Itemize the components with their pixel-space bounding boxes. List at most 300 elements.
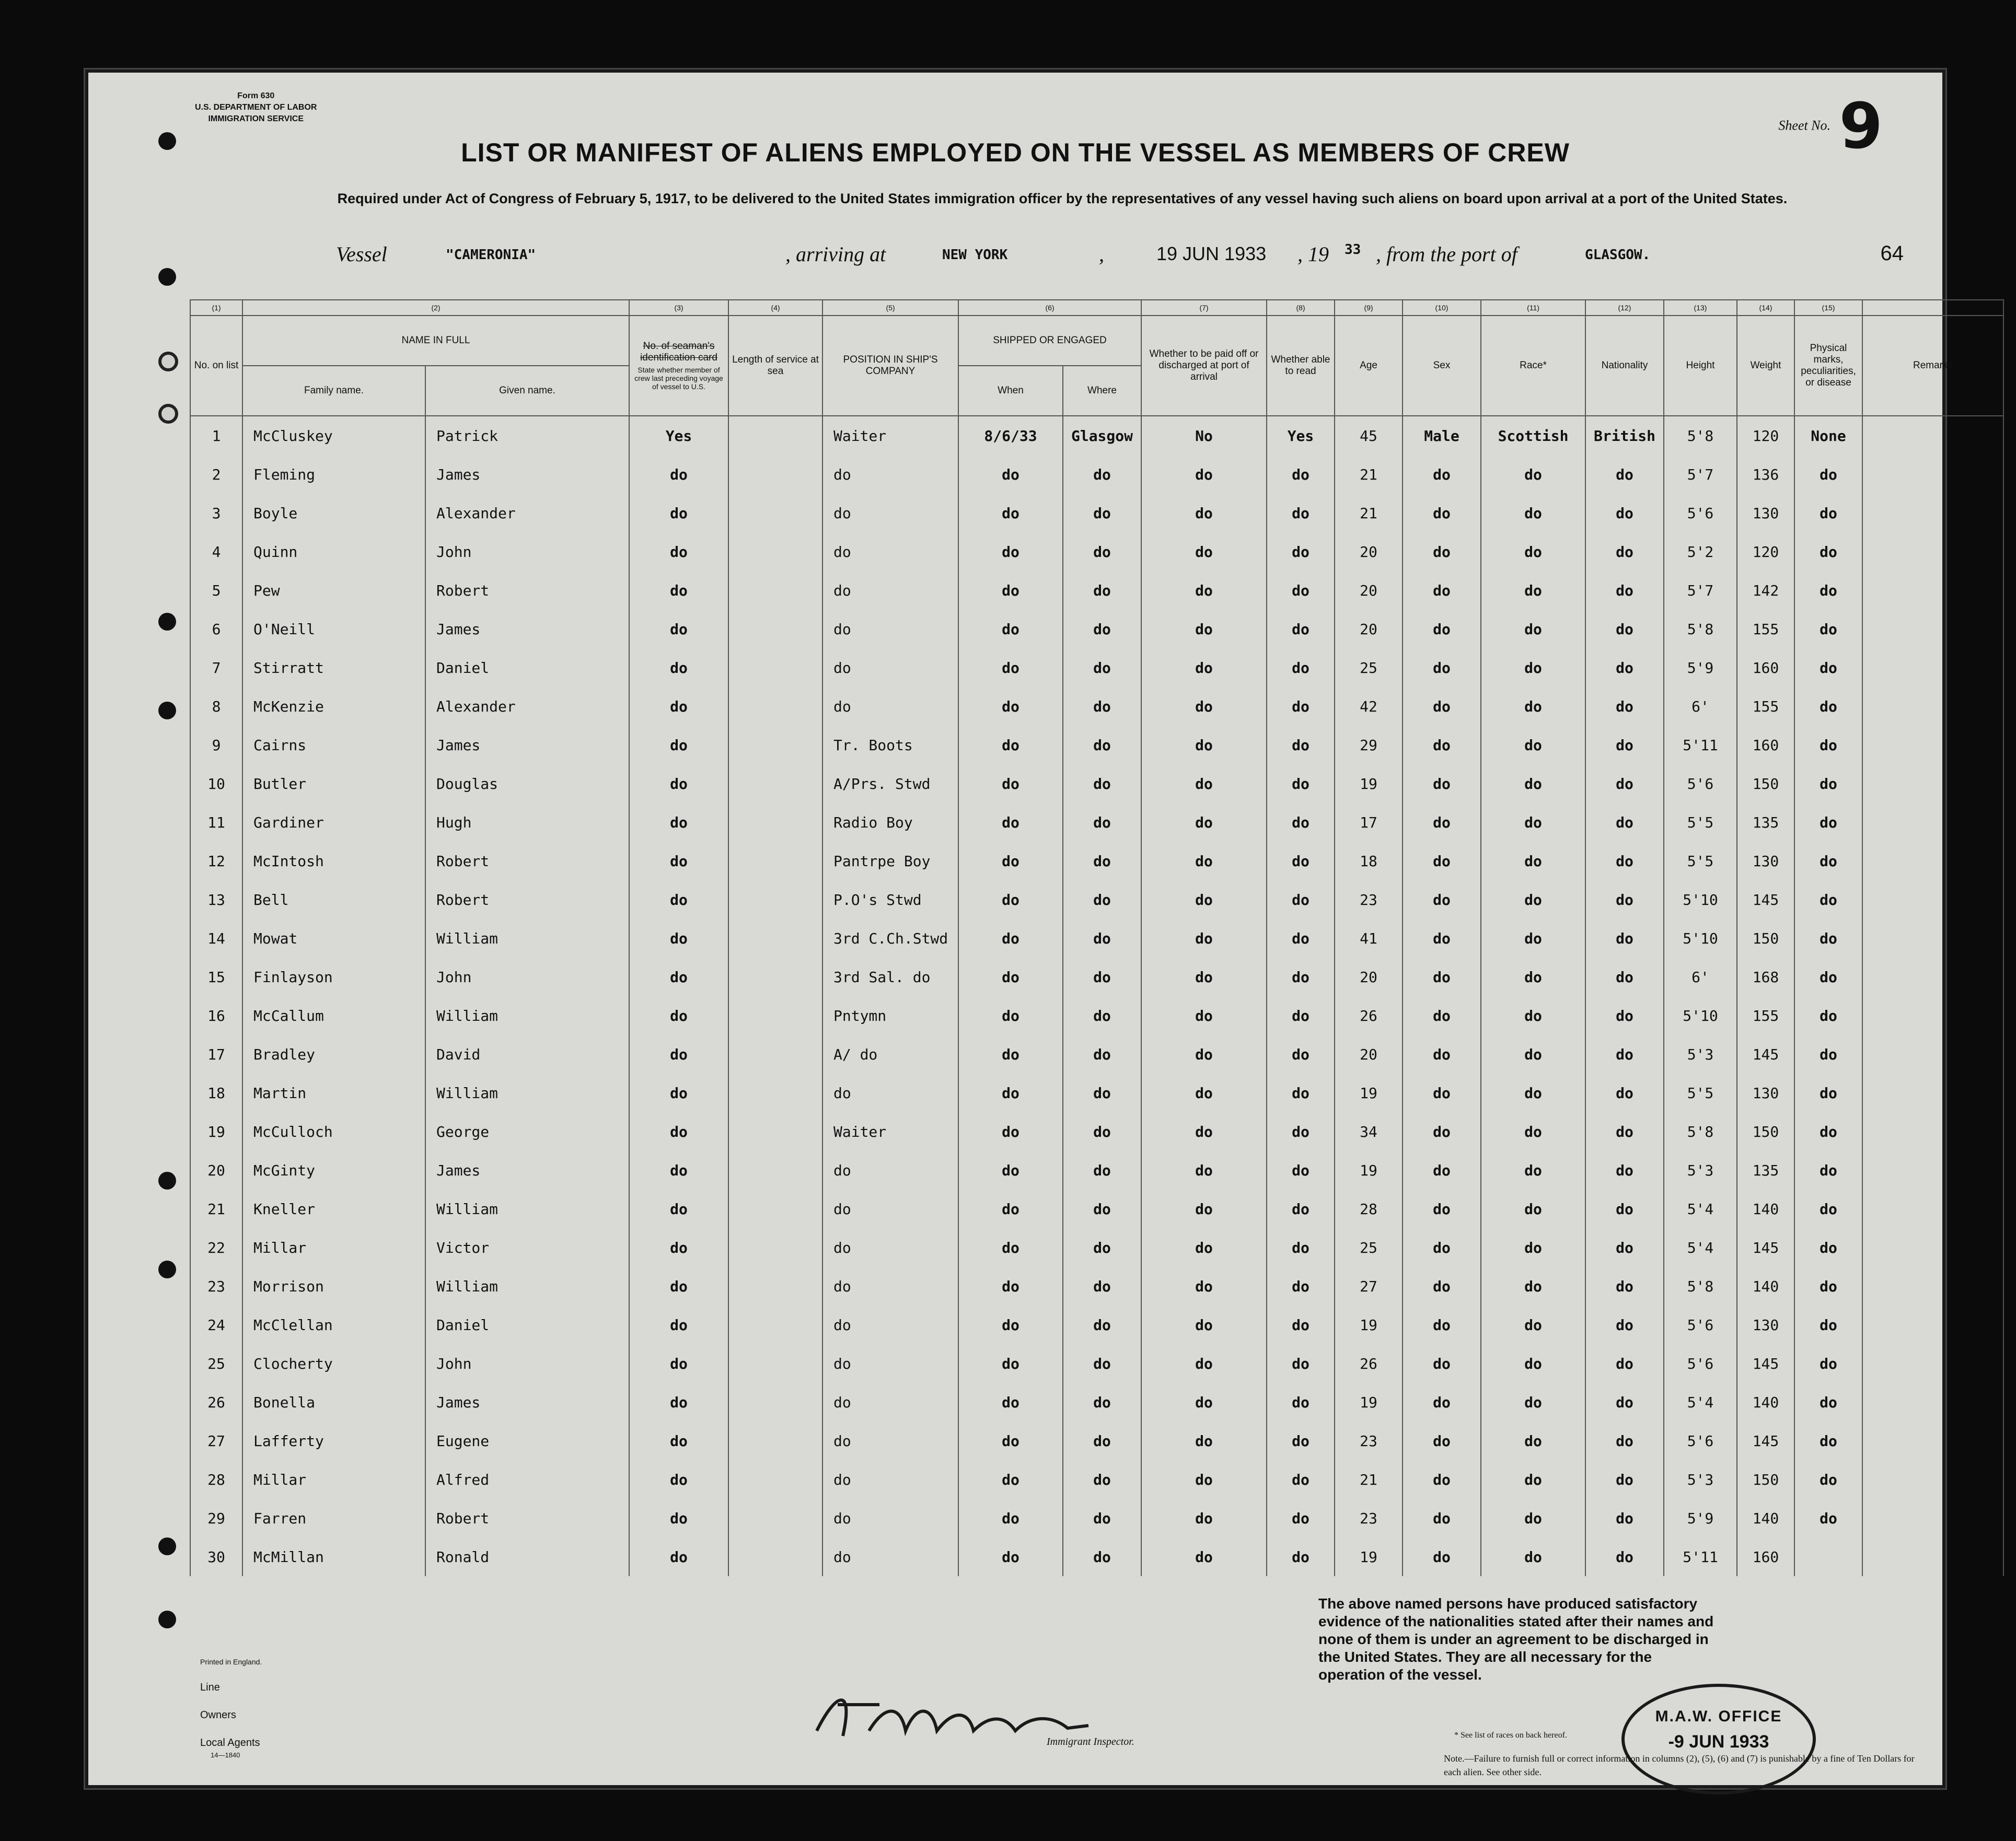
- header-sex: Sex: [1403, 316, 1481, 416]
- age-cell: 19: [1335, 1074, 1403, 1112]
- nationality-cell: do: [1585, 1499, 1664, 1537]
- height-cell: 5'6: [1664, 1344, 1737, 1383]
- paid-off-cell: do: [1141, 455, 1267, 494]
- id-card-cell: do: [629, 842, 728, 880]
- height-cell: 6': [1664, 958, 1737, 996]
- race-cell: do: [1481, 1190, 1585, 1228]
- shipped-where-cell: do: [1063, 842, 1141, 880]
- row-number-cell: 9: [190, 726, 242, 764]
- header-height: Height: [1664, 316, 1737, 416]
- sex-cell: do: [1403, 1383, 1481, 1421]
- able-to-read-cell: do: [1267, 494, 1335, 532]
- able-to-read-cell: do: [1267, 996, 1335, 1035]
- weight-cell: 145: [1737, 1228, 1794, 1267]
- paid-off-cell: do: [1141, 726, 1267, 764]
- shipped-where-cell: do: [1063, 610, 1141, 648]
- row-number-cell: 12: [190, 842, 242, 880]
- length-of-service-cell: [728, 1190, 822, 1228]
- row-number-cell: 22: [190, 1228, 242, 1267]
- length-of-service-cell: [728, 1421, 822, 1460]
- header-physical-marks: Physical marks, peculiarities, or disease: [1794, 316, 1862, 416]
- shipped-where-cell: do: [1063, 1151, 1141, 1190]
- remarks-cell: [1862, 532, 2003, 571]
- given-name-cell: Alexander: [425, 494, 629, 532]
- age-cell: 19: [1335, 1151, 1403, 1190]
- family-name-cell: Cairns: [242, 726, 425, 764]
- length-of-service-cell: [728, 803, 822, 842]
- header-nationality: Nationality: [1585, 316, 1664, 416]
- weight-cell: 150: [1737, 1112, 1794, 1151]
- remarks-cell: [1862, 1499, 2003, 1537]
- sex-cell: do: [1403, 1035, 1481, 1074]
- age-cell: 42: [1335, 687, 1403, 726]
- sex-cell: do: [1403, 996, 1481, 1035]
- shipped-where-cell: do: [1063, 803, 1141, 842]
- remarks-cell: [1862, 1306, 2003, 1344]
- sex-cell: do: [1403, 1537, 1481, 1576]
- family-name-cell: McKenzie: [242, 687, 425, 726]
- row-number-cell: 2: [190, 455, 242, 494]
- race-cell: do: [1481, 1112, 1585, 1151]
- paid-off-cell: do: [1141, 1344, 1267, 1383]
- physical-marks-cell: do: [1794, 1344, 1862, 1383]
- shipped-when-cell: do: [958, 455, 1063, 494]
- race-cell: do: [1481, 1074, 1585, 1112]
- sex-cell: do: [1403, 610, 1481, 648]
- nationality-cell: do: [1585, 648, 1664, 687]
- table-row: [190, 803, 2003, 842]
- row-number-cell: 11: [190, 803, 242, 842]
- family-name-cell: Bell: [242, 880, 425, 919]
- table-row: [190, 648, 2003, 687]
- remarks-cell: [1862, 1074, 2003, 1112]
- length-of-service-cell: [728, 1537, 822, 1576]
- sex-cell: do: [1403, 455, 1481, 494]
- sex-cell: do: [1403, 1112, 1481, 1151]
- table-row: [190, 1035, 2003, 1074]
- position-cell: do: [822, 687, 958, 726]
- remarks-cell: [1862, 919, 2003, 958]
- race-cell: do: [1481, 1228, 1585, 1267]
- sex-cell: do: [1403, 494, 1481, 532]
- nationality-cell: do: [1585, 1421, 1664, 1460]
- shipped-where-cell: do: [1063, 1421, 1141, 1460]
- nationality-cell: do: [1585, 1267, 1664, 1306]
- sex-cell: do: [1403, 919, 1481, 958]
- shipped-where-cell: do: [1063, 958, 1141, 996]
- height-cell: 5'11: [1664, 726, 1737, 764]
- family-name-cell: Pew: [242, 571, 425, 610]
- length-of-service-cell: [728, 416, 822, 455]
- id-card-cell: do: [629, 687, 728, 726]
- header-length-service: Length of service at sea: [728, 316, 822, 416]
- shipped-when-cell: do: [958, 571, 1063, 610]
- physical-marks-cell: do: [1794, 1267, 1862, 1306]
- paid-off-cell: do: [1141, 571, 1267, 610]
- physical-marks-cell: do: [1794, 687, 1862, 726]
- paid-off-cell: do: [1141, 1267, 1267, 1306]
- position-cell: do: [822, 1383, 958, 1421]
- age-cell: 41: [1335, 919, 1403, 958]
- given-name-cell: Daniel: [425, 1306, 629, 1344]
- year-prefix: , 19: [1297, 242, 1329, 266]
- position-cell: do: [822, 494, 958, 532]
- sex-cell: do: [1403, 1267, 1481, 1306]
- shipped-where-cell: do: [1063, 1190, 1141, 1228]
- row-number-cell: 15: [190, 958, 242, 996]
- header-name-in-full: NAME IN FULL: [242, 316, 629, 366]
- race-cell: do: [1481, 726, 1585, 764]
- table-row: [190, 571, 2003, 610]
- family-name-cell: McIntosh: [242, 842, 425, 880]
- punch-hole: [158, 1261, 176, 1278]
- length-of-service-cell: [728, 1460, 822, 1499]
- age-cell: 19: [1335, 1537, 1403, 1576]
- weight-cell: 145: [1737, 1035, 1794, 1074]
- position-cell: do: [822, 1344, 958, 1383]
- nationality-cell: do: [1585, 919, 1664, 958]
- physical-marks-cell: do: [1794, 958, 1862, 996]
- family-name-cell: Morrison: [242, 1267, 425, 1306]
- sex-cell: do: [1403, 1228, 1481, 1267]
- paid-off-cell: do: [1141, 687, 1267, 726]
- colnum: (5): [822, 300, 958, 316]
- paid-off-cell: do: [1141, 919, 1267, 958]
- weight-cell: 140: [1737, 1499, 1794, 1537]
- nationality-cell: do: [1585, 726, 1664, 764]
- punch-hole: [158, 1172, 176, 1190]
- remarks-cell: [1862, 1112, 2003, 1151]
- sex-cell: do: [1403, 1151, 1481, 1190]
- shipped-where-cell: do: [1063, 1035, 1141, 1074]
- header-when: When: [958, 366, 1063, 416]
- colnum: (11): [1481, 300, 1585, 316]
- able-to-read-cell: do: [1267, 571, 1335, 610]
- table-row: [190, 416, 2003, 455]
- nationality-cell: British: [1585, 416, 1664, 455]
- column-number-row: [190, 300, 2003, 316]
- sex-cell: do: [1403, 1499, 1481, 1537]
- age-cell: 19: [1335, 1383, 1403, 1421]
- nationality-cell: do: [1585, 1151, 1664, 1190]
- nationality-cell: do: [1585, 455, 1664, 494]
- race-cell: do: [1481, 1383, 1585, 1421]
- height-cell: 5'6: [1664, 764, 1737, 803]
- given-name-cell: James: [425, 1383, 629, 1421]
- remarks-cell: [1862, 610, 2003, 648]
- physical-marks-cell: do: [1794, 455, 1862, 494]
- shipped-when-cell: 8/6/33: [958, 416, 1063, 455]
- able-to-read-cell: do: [1267, 1383, 1335, 1421]
- sex-cell: do: [1403, 1460, 1481, 1499]
- physical-marks-cell: do: [1794, 1190, 1862, 1228]
- family-name-cell: McCulloch: [242, 1112, 425, 1151]
- able-to-read-cell: do: [1267, 880, 1335, 919]
- given-name-cell: Hugh: [425, 803, 629, 842]
- remarks-cell: [1862, 726, 2003, 764]
- service-name: IMMIGRATION SERVICE: [208, 114, 304, 123]
- inspector-label: Immigrant Inspector.: [1047, 1736, 1134, 1747]
- given-name-cell: James: [425, 1151, 629, 1190]
- length-of-service-cell: [728, 610, 822, 648]
- race-cell: do: [1481, 1499, 1585, 1537]
- shipped-when-cell: do: [958, 1344, 1063, 1383]
- position-cell: Waiter: [822, 1112, 958, 1151]
- able-to-read-cell: do: [1267, 803, 1335, 842]
- from-port-label: , from the port of: [1376, 242, 1517, 266]
- owners-label: Owners: [200, 1709, 236, 1721]
- id-card-cell: do: [629, 919, 728, 958]
- family-name-cell: McGinty: [242, 1151, 425, 1190]
- length-of-service-cell: [728, 1306, 822, 1344]
- position-cell: do: [822, 571, 958, 610]
- weight-cell: 130: [1737, 842, 1794, 880]
- sex-cell: do: [1403, 532, 1481, 571]
- position-cell: P.O's Stwd: [822, 880, 958, 919]
- able-to-read-cell: do: [1267, 1151, 1335, 1190]
- given-name-cell: Robert: [425, 571, 629, 610]
- race-cell: do: [1481, 1460, 1585, 1499]
- punch-hole: [158, 1611, 176, 1628]
- age-cell: 34: [1335, 1112, 1403, 1151]
- position-cell: do: [822, 1499, 958, 1537]
- shipped-where-cell: do: [1063, 1267, 1141, 1306]
- able-to-read-cell: do: [1267, 1035, 1335, 1074]
- able-to-read-cell: do: [1267, 1421, 1335, 1460]
- nationality-cell: do: [1585, 842, 1664, 880]
- able-to-read-cell: do: [1267, 1537, 1335, 1576]
- height-cell: 5'4: [1664, 1383, 1737, 1421]
- remarks-cell: [1862, 880, 2003, 919]
- race-cell: do: [1481, 571, 1585, 610]
- page-subtitle: Required under Act of Congress of February 5, 1917, to be delivered to the United States immigration officer by the representatives of any vessel having such aliens on board upon arrival at a port of the United States.: [337, 191, 1788, 206]
- page-title: LIST OR MANIFEST OF ALIENS EMPLOYED ON THE VESSEL AS MEMBERS OF CREW: [461, 138, 1570, 167]
- sheet-number-value: 9: [1839, 90, 1883, 163]
- shipped-where-cell: do: [1063, 880, 1141, 919]
- weight-cell: 120: [1737, 532, 1794, 571]
- sex-cell: do: [1403, 1306, 1481, 1344]
- age-cell: 26: [1335, 996, 1403, 1035]
- able-to-read-cell: do: [1267, 1190, 1335, 1228]
- paid-off-cell: do: [1141, 494, 1267, 532]
- physical-marks-cell: do: [1794, 1228, 1862, 1267]
- sex-cell: do: [1403, 1074, 1481, 1112]
- given-name-cell: Patrick: [425, 416, 629, 455]
- weight-cell: 120: [1737, 416, 1794, 455]
- able-to-read-cell: do: [1267, 958, 1335, 996]
- failure-note: Note.—Failure to furnish full or correct information in columns (2), (5), (6) and (7) is punishable by a fine of Ten Dollars for each alien. See other side.: [1444, 1753, 1915, 1777]
- year-suffix: 33: [1345, 242, 1361, 258]
- table-row: [190, 1499, 2003, 1537]
- manifest-sheet: [84, 68, 1953, 1790]
- sex-cell: do: [1403, 1421, 1481, 1460]
- remarks-cell: [1862, 803, 2003, 842]
- vessel-name: "CAMERONIA": [446, 247, 536, 263]
- height-cell: 5'3: [1664, 1460, 1737, 1499]
- table-row: [190, 1421, 2003, 1460]
- row-number-cell: 23: [190, 1267, 242, 1306]
- table-row: [190, 1306, 2003, 1344]
- able-to-read-cell: do: [1267, 648, 1335, 687]
- shipped-when-cell: do: [958, 1537, 1063, 1576]
- race-note: * See list of races on back hereof.: [1454, 1731, 1567, 1740]
- remarks-cell: [1862, 764, 2003, 803]
- id-card-cell: do: [629, 455, 728, 494]
- row-number-cell: 7: [190, 648, 242, 687]
- nationality-cell: do: [1585, 996, 1664, 1035]
- given-name-cell: Robert: [425, 1499, 629, 1537]
- age-cell: 19: [1335, 764, 1403, 803]
- position-cell: do: [822, 1190, 958, 1228]
- age-cell: 23: [1335, 1421, 1403, 1460]
- id-card-cell: do: [629, 1228, 728, 1267]
- colnum: (8): [1267, 300, 1335, 316]
- shipped-when-cell: do: [958, 919, 1063, 958]
- race-cell: do: [1481, 494, 1585, 532]
- position-cell: do: [822, 1460, 958, 1499]
- shipped-where-cell: do: [1063, 1228, 1141, 1267]
- remarks-cell: [1862, 648, 2003, 687]
- nationality-cell: do: [1585, 880, 1664, 919]
- header-remarks: Remarks: [1862, 316, 2003, 416]
- physical-marks-cell: do: [1794, 532, 1862, 571]
- row-number-cell: 17: [190, 1035, 242, 1074]
- id-card-cell: do: [629, 1190, 728, 1228]
- id-card-cell: do: [629, 1383, 728, 1421]
- race-cell: do: [1481, 764, 1585, 803]
- nationality-cell: do: [1585, 803, 1664, 842]
- family-name-cell: O'Neill: [242, 610, 425, 648]
- family-name-cell: Fleming: [242, 455, 425, 494]
- stamp-office: M.A.W. OFFICE: [1655, 1708, 1782, 1725]
- id-card-cell: do: [629, 494, 728, 532]
- table-row: [190, 1344, 2003, 1383]
- race-cell: do: [1481, 919, 1585, 958]
- row-number-cell: 6: [190, 610, 242, 648]
- family-name-cell: Bradley: [242, 1035, 425, 1074]
- able-to-read-cell: Yes: [1267, 416, 1335, 455]
- row-number-cell: 30: [190, 1537, 242, 1576]
- table-row: [190, 1228, 2003, 1267]
- table-row: [190, 1074, 2003, 1112]
- weight-cell: 140: [1737, 1383, 1794, 1421]
- table-row: [190, 764, 2003, 803]
- age-cell: 21: [1335, 1460, 1403, 1499]
- nationality-cell: do: [1585, 1383, 1664, 1421]
- race-cell: do: [1481, 996, 1585, 1035]
- race-cell: do: [1481, 1344, 1585, 1383]
- given-name-cell: Victor: [425, 1228, 629, 1267]
- height-cell: 5'7: [1664, 455, 1737, 494]
- shipped-where-cell: do: [1063, 764, 1141, 803]
- nationality-cell: do: [1585, 571, 1664, 610]
- punch-hole: [158, 352, 178, 371]
- weight-cell: 130: [1737, 1074, 1794, 1112]
- weight-cell: 160: [1737, 726, 1794, 764]
- given-name-cell: James: [425, 455, 629, 494]
- weight-cell: 150: [1737, 919, 1794, 958]
- height-cell: 5'9: [1664, 1499, 1737, 1537]
- length-of-service-cell: [728, 455, 822, 494]
- height-cell: 5'6: [1664, 1421, 1737, 1460]
- table-row: [190, 919, 2003, 958]
- id-card-cell: do: [629, 648, 728, 687]
- weight-cell: 130: [1737, 1306, 1794, 1344]
- sex-cell: do: [1403, 571, 1481, 610]
- physical-marks-cell: do: [1794, 494, 1862, 532]
- id-card-cell: Yes: [629, 416, 728, 455]
- row-number-cell: 8: [190, 687, 242, 726]
- date-stamp: 19 JUN 1933: [1156, 243, 1267, 264]
- paid-off-cell: No: [1141, 416, 1267, 455]
- arrival-port: NEW YORK: [942, 247, 1008, 263]
- able-to-read-cell: do: [1267, 1460, 1335, 1499]
- given-name-cell: Douglas: [425, 764, 629, 803]
- punch-hole: [158, 268, 176, 286]
- weight-cell: 135: [1737, 803, 1794, 842]
- race-cell: do: [1481, 455, 1585, 494]
- age-cell: 26: [1335, 1344, 1403, 1383]
- paid-off-cell: do: [1141, 1460, 1267, 1499]
- position-cell: do: [822, 610, 958, 648]
- length-of-service-cell: [728, 1228, 822, 1267]
- nationality-cell: do: [1585, 687, 1664, 726]
- department-name: U.S. DEPARTMENT OF LABOR: [195, 103, 317, 112]
- family-name-cell: Clocherty: [242, 1344, 425, 1383]
- id-card-cell: do: [629, 1074, 728, 1112]
- physical-marks-cell: do: [1794, 842, 1862, 880]
- shipped-when-cell: do: [958, 610, 1063, 648]
- length-of-service-cell: [728, 1151, 822, 1190]
- given-name-cell: Eugene: [425, 1421, 629, 1460]
- position-cell: do: [822, 532, 958, 571]
- family-name-cell: Finlayson: [242, 958, 425, 996]
- age-cell: 20: [1335, 958, 1403, 996]
- id-card-cell: do: [629, 1537, 728, 1576]
- colnum: (2): [242, 300, 629, 316]
- age-cell: 25: [1335, 648, 1403, 687]
- shipped-where-cell: do: [1063, 571, 1141, 610]
- shipped-when-cell: do: [958, 842, 1063, 880]
- position-cell: do: [822, 1306, 958, 1344]
- able-to-read-cell: do: [1267, 1267, 1335, 1306]
- arriving-label: , arriving at: [785, 242, 886, 266]
- row-number-cell: 29: [190, 1499, 242, 1537]
- family-name-cell: Martin: [242, 1074, 425, 1112]
- punch-hole: [158, 404, 178, 424]
- length-of-service-cell: [728, 764, 822, 803]
- paid-off-cell: do: [1141, 958, 1267, 996]
- shipped-where-cell: do: [1063, 494, 1141, 532]
- colnum: (14): [1737, 300, 1794, 316]
- remarks-cell: [1862, 416, 2003, 455]
- table-row: [190, 610, 2003, 648]
- race-cell: do: [1481, 803, 1585, 842]
- physical-marks-cell: do: [1794, 764, 1862, 803]
- given-name-cell: John: [425, 532, 629, 571]
- shipped-where-cell: do: [1063, 1306, 1141, 1344]
- table-row: [190, 494, 2003, 532]
- age-cell: 21: [1335, 494, 1403, 532]
- physical-marks-cell: do: [1794, 1074, 1862, 1112]
- able-to-read-cell: do: [1267, 726, 1335, 764]
- colnum: (9): [1335, 300, 1403, 316]
- line-label: Line: [200, 1682, 220, 1693]
- nationality-cell: do: [1585, 1112, 1664, 1151]
- header-shipped: SHIPPED OR ENGAGED: [958, 316, 1141, 366]
- form-identifier: [195, 90, 317, 125]
- length-of-service-cell: [728, 880, 822, 919]
